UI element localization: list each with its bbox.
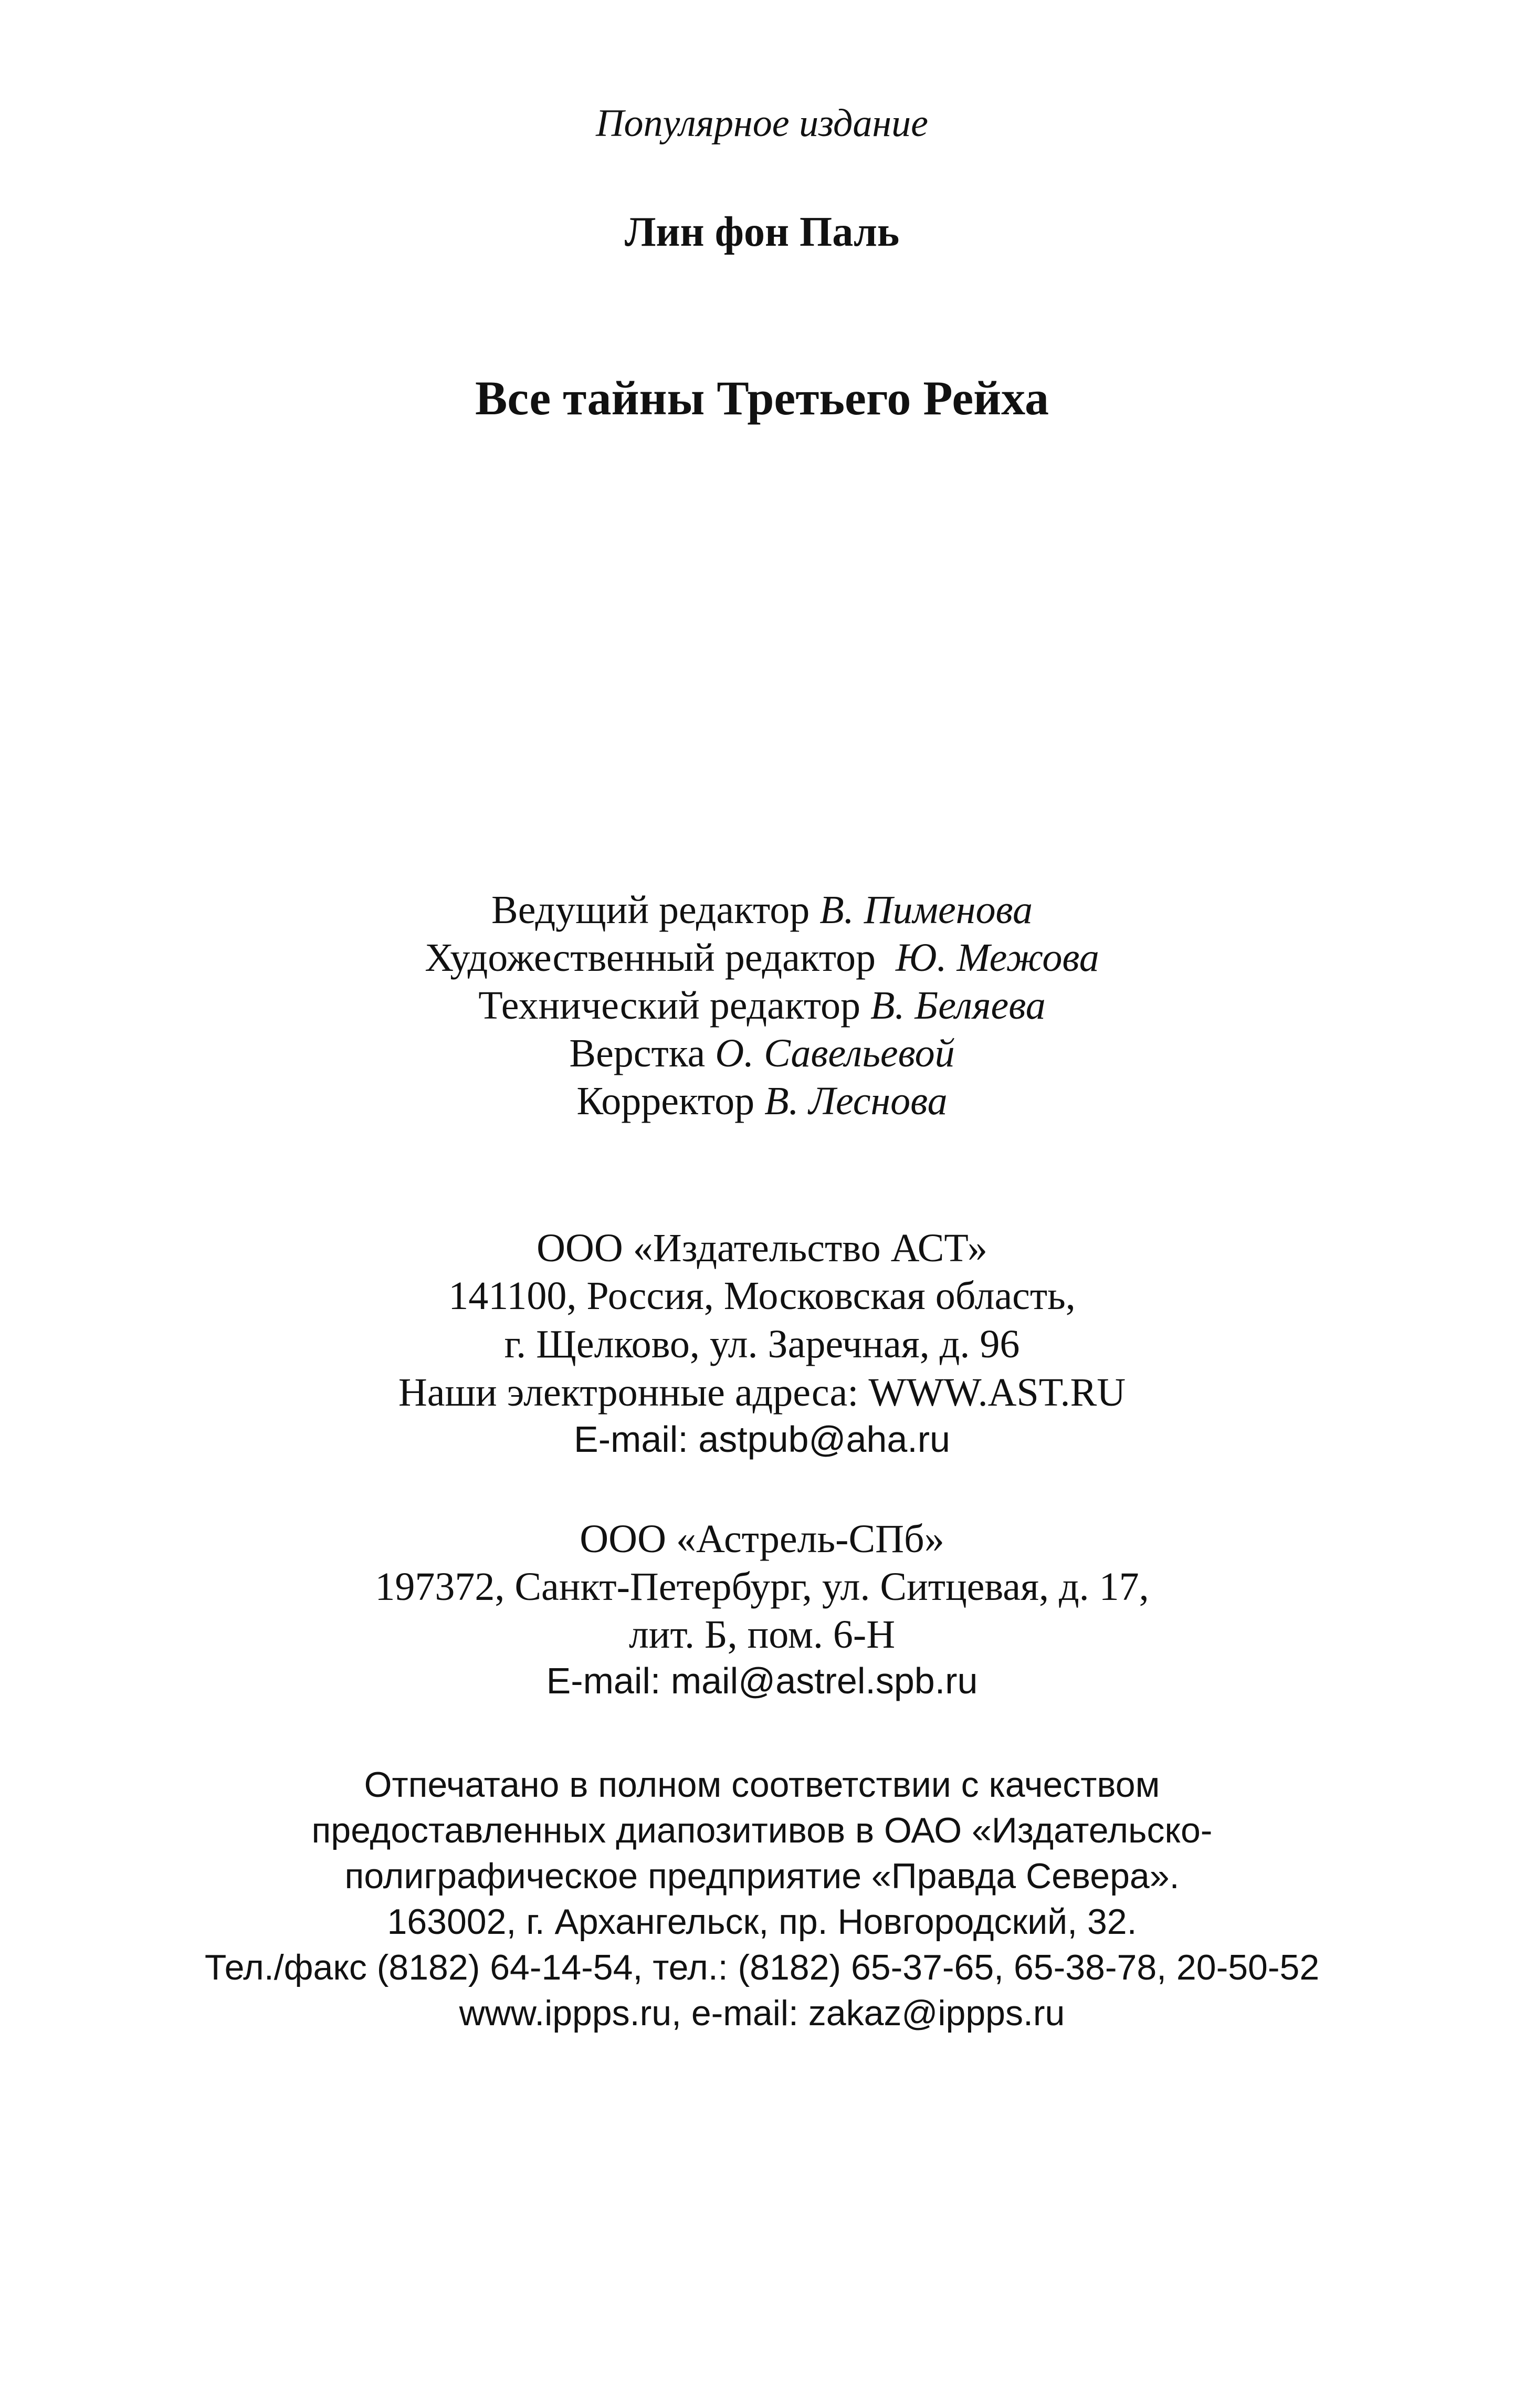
publisher-astrel-email: E-mail: mail@astrel.spb.ru <box>546 1660 978 1701</box>
credit-line <box>0 1033 1524 1073</box>
credit-person: О. Савельевой <box>715 1031 955 1075</box>
publisher-ast-email: E-mail: astpub@aha.ru <box>574 1419 950 1460</box>
credit-line <box>0 890 1524 930</box>
credit-line <box>0 983 1524 1028</box>
printer-line: полиграфическое предприятие «Правда Севера». <box>344 1856 1180 1896</box>
credit-role: Ведущий редактор <box>491 888 810 932</box>
printer-phones: Тел./факс (8182) 64-14-54, тел.: (8182) 65-37-65, 65-38-78, 20-50-52 <box>204 1948 1320 1987</box>
credit-role: Корректор <box>576 1079 755 1123</box>
credit-role: Художественный редактор <box>425 936 876 980</box>
book-title: Все тайны Третьего Рейха <box>475 371 1049 425</box>
publisher-astrel-address: 197372, Санкт-Петербург, ул. Ситцевая, д. 17, <box>375 1565 1149 1609</box>
credit-role: Технический редактор <box>478 983 860 1028</box>
credit-line <box>0 1081 1524 1121</box>
series-label: Популярное издание <box>596 102 928 145</box>
printer-line: предоставленных диапозитивов в ОАО «Издательско- <box>311 1810 1213 1850</box>
credit-person: В. Беляева <box>870 983 1046 1028</box>
publisher-astrel-address: лит. Б, пом. 6-Н <box>628 1613 896 1657</box>
publisher-ast-address: г. Щелково, ул. Заречная, д. 96 <box>504 1322 1020 1366</box>
publisher-astrel-name: ООО «Астрель-СПб» <box>580 1517 944 1561</box>
printer-line: Отпечатано в полном соответствии с качеством <box>364 1765 1160 1805</box>
credit-line <box>0 938 1524 978</box>
publisher-ast-website: Наши электронные адреса: WWW.AST.RU <box>398 1370 1126 1415</box>
credit-role: Верстка <box>569 1031 706 1075</box>
credit-person: Ю. Межова <box>896 936 1099 980</box>
credit-person: В. Леснова <box>764 1079 948 1123</box>
author-name: Лин фон Паль <box>624 209 900 255</box>
publisher-ast-name: ООО «Издательство АСТ» <box>537 1226 987 1270</box>
printer-address: 163002, г. Архангельск, пр. Новгородский, 32. <box>387 1902 1137 1942</box>
credit-person: В. Пименова <box>819 888 1033 932</box>
printer-contacts: www.ippps.ru, e-mail: zakaz@ippps.ru <box>459 1993 1065 2033</box>
publisher-ast-address: 141100, Россия, Московская область, <box>448 1274 1076 1318</box>
